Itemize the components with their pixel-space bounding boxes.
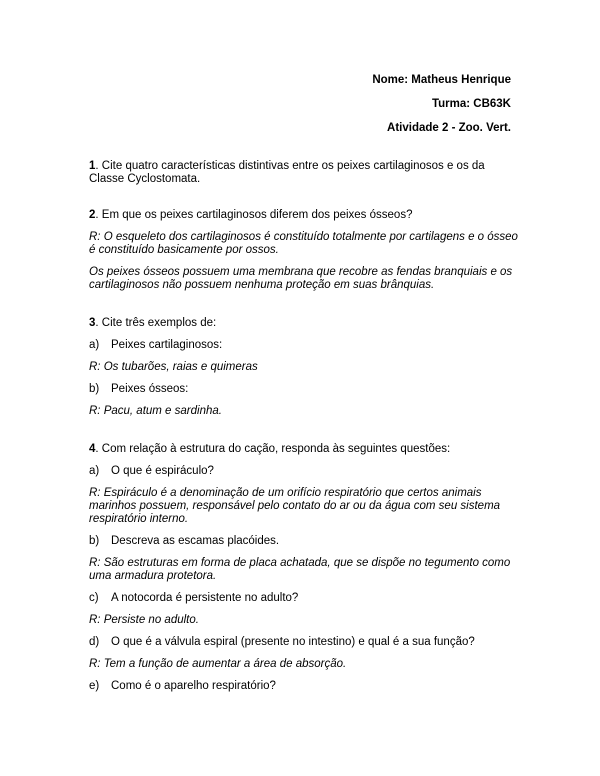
question-1-number: 1 bbox=[89, 160, 96, 172]
question-2-number: 2 bbox=[89, 209, 96, 221]
item-text: Peixes ósseos: bbox=[111, 383, 189, 395]
item-label: e) bbox=[89, 680, 100, 692]
question-2 bbox=[89, 209, 519, 222]
header-block bbox=[372, 72, 511, 144]
question-3-text: . Cite três exemplos de: bbox=[95, 317, 217, 329]
content-block bbox=[89, 160, 519, 702]
question-4-item-e bbox=[89, 680, 519, 693]
question-4 bbox=[89, 443, 519, 456]
item-label: a) bbox=[89, 465, 100, 477]
question-4-item-b bbox=[89, 535, 519, 548]
question-1-text: . Cite quatro características distintivas entre os peixes cartilaginosos e os da Classe Cyclostomata. bbox=[89, 160, 485, 185]
question-4-answer-a: R: Espiráculo é a denominação de um orifício respiratório que certos animais marinhos possuem, responsável pelo contato do ar ou da água com seu sistema respiratório interno. bbox=[89, 487, 501, 525]
item-text: O que é espiráculo? bbox=[111, 465, 214, 477]
question-4-answer-c: R: Persiste no adulto. bbox=[89, 614, 199, 626]
question-4-text: . Com relação à estrutura do cação, responda às seguintes questões: bbox=[95, 443, 451, 455]
question-4-item-a bbox=[89, 465, 519, 478]
item-label: a) bbox=[89, 339, 100, 351]
question-2-text: . Em que os peixes cartilaginosos diferem dos peixes ósseos? bbox=[95, 209, 413, 221]
student-name: Nome: Matheus Henrique bbox=[372, 74, 511, 86]
item-text: A notocorda é persistente no adulto? bbox=[111, 592, 299, 604]
item-label: b) bbox=[89, 383, 100, 395]
question-4-answer-d: R: Tem a função de aumentar a área de absorção. bbox=[89, 658, 347, 670]
question-2-answer-1: R: O esqueleto dos cartilaginosos é constituído totalmente por cartilagens e o ósseo é constituído basicamente por ossos. bbox=[89, 231, 518, 256]
item-label: c) bbox=[89, 592, 99, 604]
item-text: Peixes cartilaginosos: bbox=[111, 339, 223, 351]
question-4-item-c bbox=[89, 592, 519, 605]
item-text: O que é a válvula espiral (presente no intestino) e qual é a sua função? bbox=[111, 636, 475, 648]
question-3-number: 3 bbox=[89, 317, 96, 329]
question-3-answer-b: R: Pacu, atum e sardinha. bbox=[89, 405, 222, 417]
question-4-number: 4 bbox=[89, 443, 96, 455]
class-code: Turma: CB63K bbox=[431, 98, 511, 110]
question-4-answer-b: R: São estruturas em forma de placa achatada, que se dispõe no tegumento como uma armadura protetora. bbox=[89, 557, 511, 582]
activity-title: Atividade 2 - Zoo. Vert. bbox=[387, 122, 511, 134]
question-4-item-d bbox=[89, 636, 519, 649]
question-3-item-b bbox=[89, 383, 519, 396]
item-label: b) bbox=[89, 535, 100, 547]
question-3-item-a bbox=[89, 339, 519, 352]
question-1 bbox=[89, 160, 519, 186]
item-label: d) bbox=[89, 636, 100, 648]
question-2-answer-2: Os peixes ósseos possuem uma membrana que recobre as fendas branquiais e os cartilaginosos não possuem nenhuma proteção em suas brânquias. bbox=[89, 266, 513, 291]
item-text: Descreva as escamas placóides. bbox=[111, 535, 280, 547]
question-3 bbox=[89, 317, 519, 330]
question-3-answer-a: R: Os tubarões, raias e quimeras bbox=[89, 361, 258, 373]
item-text: Como é o aparelho respiratório? bbox=[111, 680, 276, 692]
